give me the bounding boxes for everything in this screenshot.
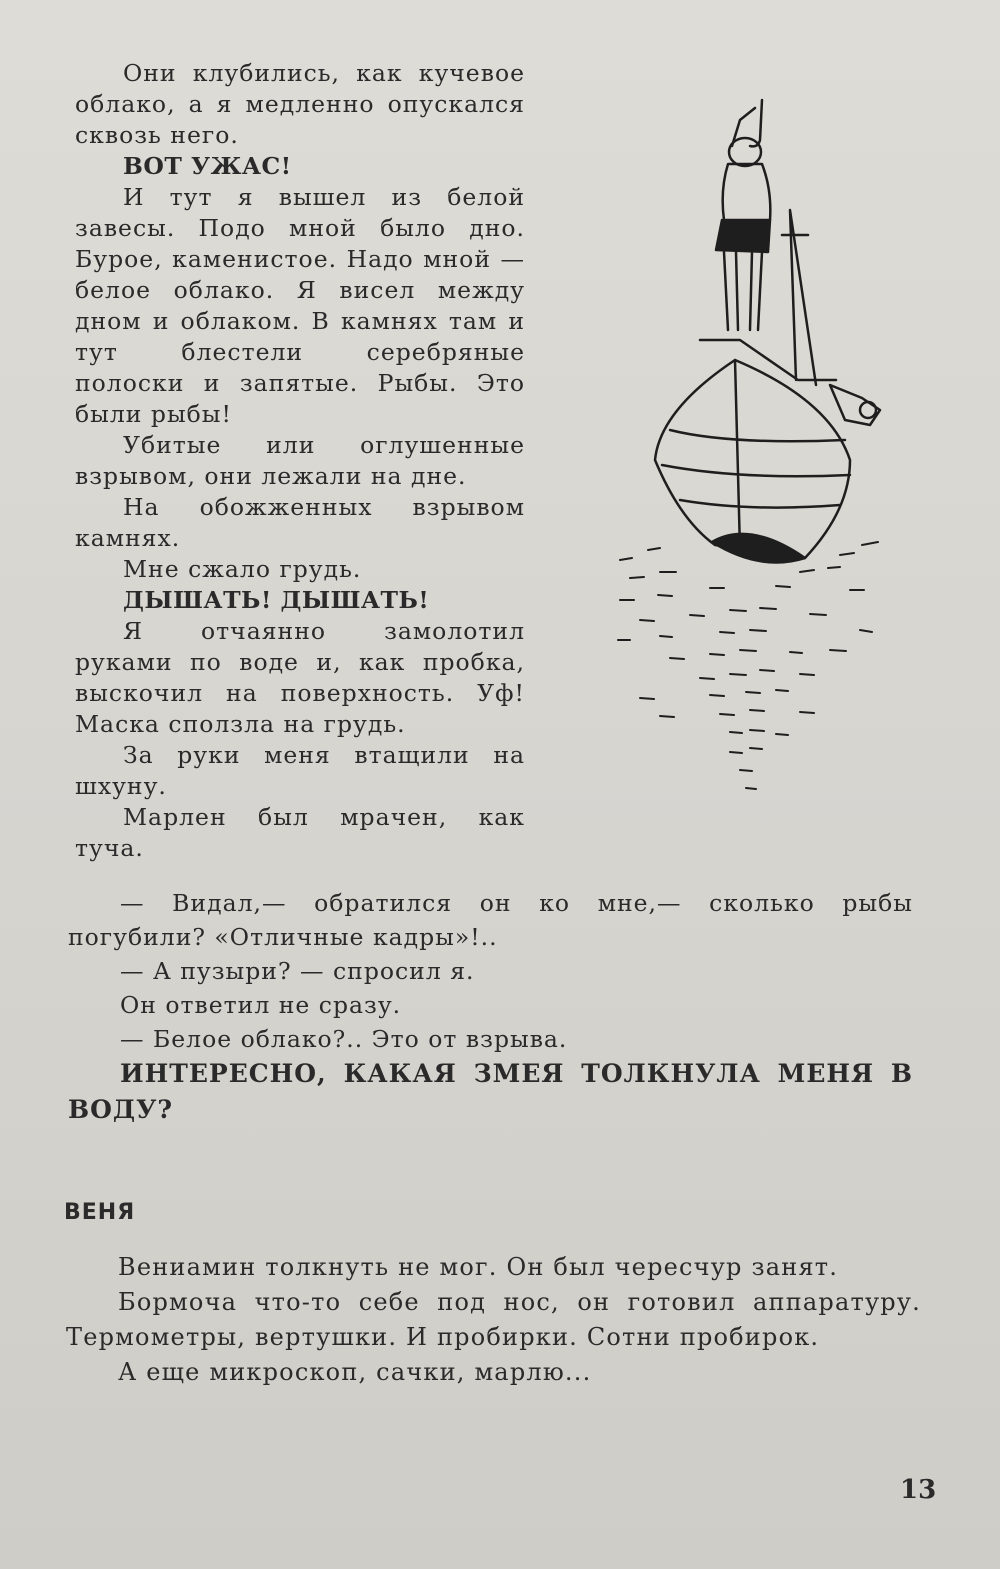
paragraph: Убитые или оглушенные взрывом, они лежали на дне. bbox=[75, 431, 525, 490]
section-heading: ВЕНЯ bbox=[64, 1200, 136, 1225]
paragraph: За руки меня втащили на шхуну. bbox=[75, 741, 525, 800]
paragraph-caps: ВОТ УЖАС! bbox=[123, 152, 292, 180]
paragraph: Он ответил не сразу. bbox=[120, 991, 402, 1019]
paragraph: Марлен был мрачен, как туча. bbox=[75, 803, 525, 862]
paragraph: Бормоча что-то себе под нос, он готовил аппаратуру. Термометры, вертушки. И пробирки. Сотни пробирок. bbox=[66, 1288, 921, 1351]
paragraph-caps: ДЫШАТЬ! ДЫШАТЬ! bbox=[123, 586, 430, 614]
paragraph: Мне сжало грудь. bbox=[123, 555, 362, 583]
paragraph: Они клубились, как кучевое облако, а я медленно опускался сквозь него. bbox=[75, 59, 525, 149]
paragraph: А еще микроскоп, сачки, марлю... bbox=[118, 1358, 592, 1386]
paragraph: Я отчаянно замолотил руками по воде и, как пробка, выскочил на поверхность. Уф! Маска сползла на грудь. bbox=[75, 617, 525, 738]
paragraph: — Видал,— обратился он ко мне,— сколько рыбы погубили? «Отличные кадры»!.. bbox=[68, 889, 913, 951]
paragraph: — Белое облако?.. Это от взрыва. bbox=[120, 1025, 568, 1053]
paragraph: Вениамин толкнуть не мог. Он был чересчур занят. bbox=[118, 1253, 839, 1281]
section-body bbox=[66, 1250, 921, 1390]
dialogue-section bbox=[68, 886, 913, 1128]
paragraph: На обожженных взрывом камнях. bbox=[75, 493, 525, 552]
paragraph: И тут я вышел из белой завесы. Подо мной было дно. Бурое, каменистое. Надо мной — белое облако. Я висел между дном и облаком. В камнях там и тут блестели серебряные полоски и запятые. Рыбы. Это были рыбы! bbox=[75, 183, 525, 428]
paragraph: — А пузыри? — спросил я. bbox=[120, 957, 475, 985]
top-text-column bbox=[75, 58, 525, 864]
page-number: 13 bbox=[900, 1475, 937, 1505]
paragraph-caps: ИНТЕРЕСНО, КАКАЯ ЗМЕЯ ТОЛКНУЛА МЕНЯ В ВОДУ? bbox=[68, 1059, 913, 1124]
boat-with-diver-icon bbox=[600, 80, 900, 810]
